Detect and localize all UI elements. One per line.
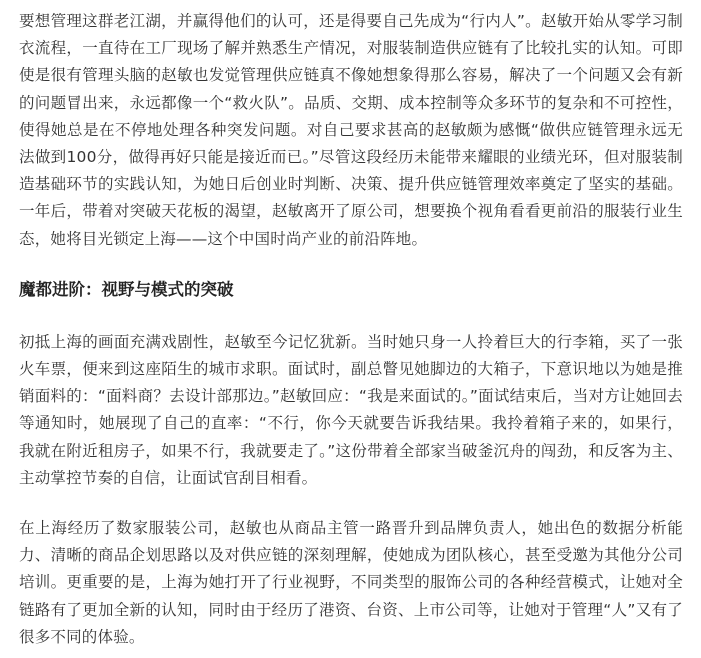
paragraph-shanghai-career: 在上海经历了数家服装公司，赵敏也从商品主管一路晋升到品牌负责人，她出色的数据分析能力、清晰的商品企划思路以及对供应链的深刻理解，使她成为团队核心，甚至受邀为其他分公司培训。更重要的是，上海为她打开了行业视野，不同类型的服饰公司的各种经营模式，让她对全链路有了更加全新的认知，同时由于经历了港资、台资、上市公司等，让她对于管理“人”又有了很多不同的体验。 bbox=[19, 519, 683, 646]
paragraph-supply-chain: 要想管理这群老江湖，并赢得他们的认可，还是得要自己先成为“行内人”。赵敏开始从零学习制衣流程，一直待在工厂现场了解并熟悉生产情况，对服装制造供应链有了比较扎实的认知。可即使是很有管理头脑的赵敏也发觉管理供应链真不像她想象得那么容易，解决了一个问题又会有新的问题冒出来，永远都像一个“救火队”。品质、交期、成本控制等众多环节的复杂和不可控性，使得她总是在不停地处理各种突发问题。对自己要求甚高的赵敏颇为感慨“做供应链管理永远无法做到100分，做得再好只能是接近而已。”尽管这段经历未能带来耀眼的业绩光环，但对服装制造基础环节的实践认知，为她日后创业时判断、决策、提升供应链管理效率奠定了坚实的基础。一年后，带着对突破天花板的渴望，赵敏离开了原公司，想要换个视角看看更前沿的服装行业生态，她将目光锁定上海——这个中国时尚产业的前沿阵地。 bbox=[19, 12, 683, 248]
article-body bbox=[19, 8, 683, 651]
paragraph-shanghai-arrival: 初抵上海的画面充满戏剧性，赵敏至今记忆犹新。当时她只身一人拎着巨大的行李箱，买了一张火车票，便来到这座陌生的城市求职。面试时，副总瞥见她脚边的大箱子，下意识地以为她是推销面料的：“面料商？去设计部那边。”赵敏回应：“我是来面试的。”面试结束后，当对方让她回去等通知时，她展现了自己的直率：“不行，你今天就要告诉我结果。我拎着箱子来的，如果行，我就在附近租房子，如果不行，我就要走了。”这份带着全部家当破釜沉舟的闯劲，和反客为主、主动掌控节奏的自信，让面试官刮目相看。 bbox=[19, 332, 683, 487]
section-heading: 魔都进阶：视野与模式的突破 bbox=[19, 279, 234, 299]
